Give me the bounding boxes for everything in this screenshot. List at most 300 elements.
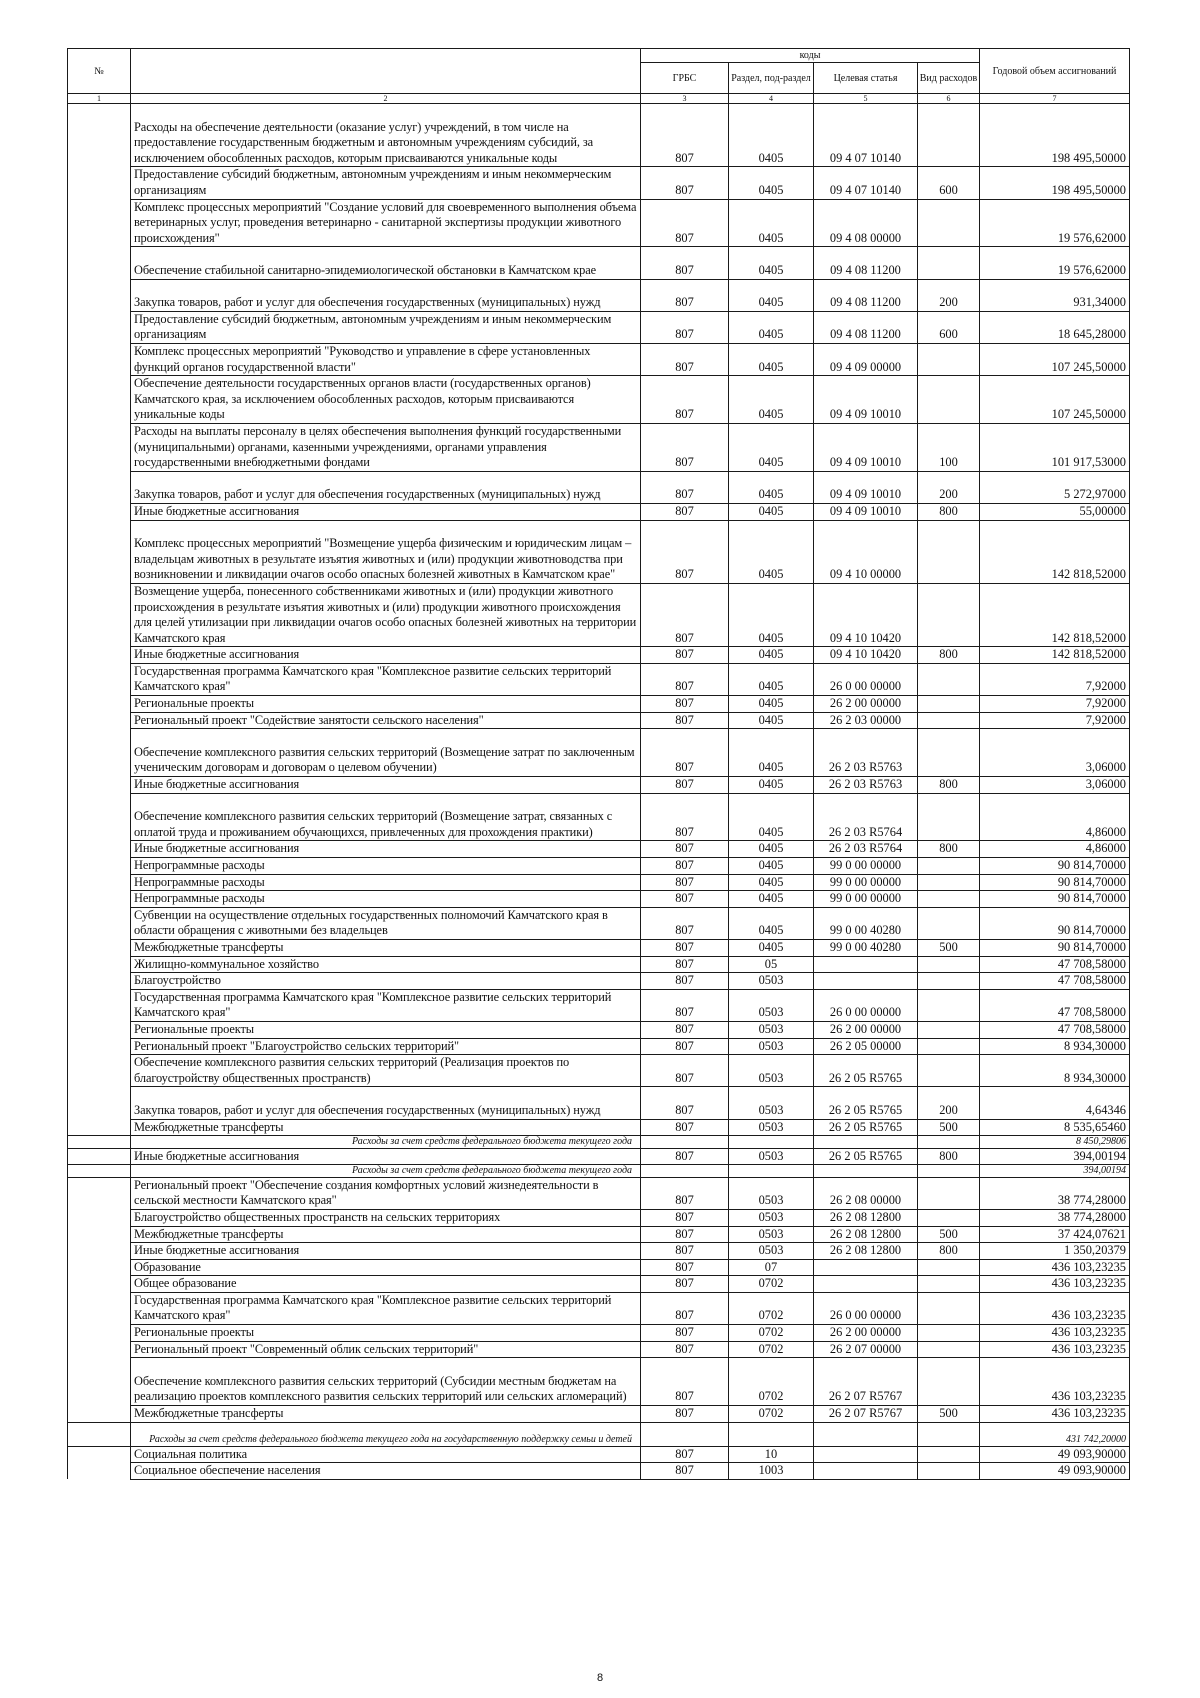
row-target <box>814 973 918 990</box>
row-name: Общее образование <box>131 1276 641 1293</box>
row-vid <box>918 1358 980 1406</box>
row-number-cell <box>68 973 131 990</box>
row-razdel: 0405 <box>729 663 814 695</box>
row-grbs: 807 <box>641 973 729 990</box>
row-razdel: 0503 <box>729 1148 814 1165</box>
row-razdel: 1003 <box>729 1463 814 1480</box>
row-grbs: 807 <box>641 1243 729 1260</box>
row-vid <box>918 663 980 695</box>
table-row <box>68 940 1130 957</box>
row-grbs: 807 <box>641 1119 729 1136</box>
row-sum: 142 818,52000 <box>980 647 1130 664</box>
row-number-cell <box>68 663 131 695</box>
row-name: Региональный проект "Современный облик сельских территорий" <box>131 1341 641 1358</box>
row-vid: 800 <box>918 503 980 520</box>
row-razdel: 0405 <box>729 874 814 891</box>
row-target: 26 2 07 R5767 <box>814 1406 918 1423</box>
row-sum: 18 645,28000 <box>980 311 1130 343</box>
row-target: 26 2 03 R5764 <box>814 793 918 841</box>
table-row <box>68 956 1130 973</box>
row-razdel: 0702 <box>729 1341 814 1358</box>
note-row <box>68 1165 1130 1178</box>
row-name: Субвенции на осуществление отдельных государственных полномочий Камчатского края в области обращения с животными без владельцев <box>131 907 641 939</box>
row-razdel <box>729 1422 814 1446</box>
row-target: 09 4 08 11200 <box>814 247 918 279</box>
row-grbs: 807 <box>641 891 729 908</box>
row-note-name: Расходы за счет средств федерального бюджета текущего года <box>131 1136 641 1149</box>
row-vid: 600 <box>918 167 980 199</box>
row-grbs: 807 <box>641 423 729 471</box>
row-razdel: 0405 <box>729 471 814 503</box>
row-vid <box>918 1259 980 1276</box>
row-sum: 90 814,70000 <box>980 940 1130 957</box>
row-name: Непрограммные расходы <box>131 858 641 875</box>
row-grbs: 807 <box>641 1148 729 1165</box>
row-target <box>814 1165 918 1178</box>
row-name: Социальное обеспечение населения <box>131 1463 641 1480</box>
column-number: 2 <box>131 94 641 104</box>
row-razdel: 0405 <box>729 729 814 777</box>
table-row <box>68 1325 1130 1342</box>
table-row <box>68 1226 1130 1243</box>
column-numbers-row <box>68 94 1130 104</box>
row-grbs: 807 <box>641 777 729 794</box>
row-vid <box>918 520 980 583</box>
row-target: 26 2 05 R5765 <box>814 1087 918 1119</box>
row-number-cell <box>68 874 131 891</box>
row-number-cell <box>68 777 131 794</box>
row-razdel: 0702 <box>729 1325 814 1342</box>
row-sum: 107 245,50000 <box>980 343 1130 375</box>
row-note-sum: 431 742,20000 <box>980 1422 1130 1446</box>
row-number-cell <box>68 1136 131 1149</box>
row-razdel: 0503 <box>729 1177 814 1209</box>
row-grbs: 807 <box>641 104 729 167</box>
header-num: № <box>68 49 131 94</box>
row-name: Расходы на обеспечение деятельности (оказание услуг) учреждений, в том числе на предоставление государственным бюджетным и автономным учреждениям субсидий, за исключением обособленных расходов, которым присваиваются уникальные коды <box>131 104 641 167</box>
table-row <box>68 520 1130 583</box>
table-row <box>68 503 1130 520</box>
row-vid <box>918 956 980 973</box>
row-name: Закупка товаров, работ и услуг для обеспечения государственных (муниципальных) нужд <box>131 471 641 503</box>
row-sum: 101 917,53000 <box>980 423 1130 471</box>
row-name: Межбюджетные трансферты <box>131 1119 641 1136</box>
row-target: 09 4 07 10140 <box>814 104 918 167</box>
row-grbs: 807 <box>641 1463 729 1480</box>
table-row <box>68 1119 1130 1136</box>
table-row <box>68 1406 1130 1423</box>
row-number-cell <box>68 247 131 279</box>
row-razdel: 0702 <box>729 1406 814 1423</box>
row-sum: 49 093,90000 <box>980 1446 1130 1463</box>
row-target <box>814 1276 918 1293</box>
column-number: 6 <box>918 94 980 104</box>
row-number-cell <box>68 1055 131 1087</box>
row-grbs: 807 <box>641 503 729 520</box>
row-sum: 436 103,23235 <box>980 1325 1130 1342</box>
row-vid <box>918 729 980 777</box>
row-target: 09 4 10 10420 <box>814 583 918 646</box>
row-name: Комплекс процессных мероприятий "Руководство и управление в сфере установленных функций органов государственной власти" <box>131 343 641 375</box>
row-name: Межбюджетные трансферты <box>131 1406 641 1423</box>
row-razdel: 0405 <box>729 940 814 957</box>
row-grbs: 807 <box>641 1292 729 1324</box>
table-row <box>68 663 1130 695</box>
row-name: Обеспечение комплексного развития сельских территорий (Возмещение затрат, связанных с оплатой труда и проживанием обучающихся, привлеченных для прохождения практики) <box>131 793 641 841</box>
row-razdel: 0405 <box>729 583 814 646</box>
table-row <box>68 471 1130 503</box>
row-target: 26 2 07 00000 <box>814 1341 918 1358</box>
row-name: Образование <box>131 1259 641 1276</box>
row-grbs: 807 <box>641 907 729 939</box>
row-grbs: 807 <box>641 520 729 583</box>
row-target: 09 4 08 00000 <box>814 199 918 247</box>
row-vid: 500 <box>918 1226 980 1243</box>
row-name: Возмещение ущерба, понесенного собственниками животных и (или) продукции животного происхождения в результате изъятия животных и (или) продукции животного происхождения для целей утилизации при ликвидации очагов особо опасных болезней животных на территории Камчатского края <box>131 583 641 646</box>
row-grbs: 807 <box>641 1325 729 1342</box>
row-sum: 47 708,58000 <box>980 956 1130 973</box>
table-row <box>68 874 1130 891</box>
row-grbs: 807 <box>641 1021 729 1038</box>
table-row <box>68 583 1130 646</box>
row-sum: 19 576,62000 <box>980 199 1130 247</box>
row-razdel: 0702 <box>729 1276 814 1293</box>
row-razdel: 0503 <box>729 989 814 1021</box>
table-row <box>68 1446 1130 1463</box>
row-target: 99 0 00 40280 <box>814 940 918 957</box>
row-vid <box>918 1165 980 1178</box>
row-vid <box>918 696 980 713</box>
row-grbs: 807 <box>641 712 729 729</box>
row-number-cell <box>68 647 131 664</box>
header-grbs: ГРБС <box>641 63 729 94</box>
row-grbs: 807 <box>641 1087 729 1119</box>
table-row <box>68 1463 1130 1480</box>
row-target <box>814 1463 918 1480</box>
row-sum: 107 245,50000 <box>980 376 1130 424</box>
table-row <box>68 376 1130 424</box>
row-number-cell <box>68 1463 131 1480</box>
row-vid: 100 <box>918 423 980 471</box>
row-target: 99 0 00 00000 <box>814 891 918 908</box>
header-codes: коды <box>641 49 980 63</box>
row-sum: 19 576,62000 <box>980 247 1130 279</box>
row-sum: 436 103,23235 <box>980 1358 1130 1406</box>
column-number: 5 <box>814 94 918 104</box>
row-sum: 47 708,58000 <box>980 1021 1130 1038</box>
row-name: Региональные проекты <box>131 1021 641 1038</box>
row-grbs: 807 <box>641 1446 729 1463</box>
row-name: Обеспечение стабильной санитарно-эпидемиологической обстановки в Камчатском крае <box>131 247 641 279</box>
table-row <box>68 279 1130 311</box>
row-grbs: 807 <box>641 471 729 503</box>
row-razdel: 0503 <box>729 1055 814 1087</box>
row-vid <box>918 712 980 729</box>
row-note-sum: 394,00194 <box>980 1165 1130 1178</box>
table-row <box>68 777 1130 794</box>
table-row <box>68 423 1130 471</box>
note-row <box>68 1422 1130 1446</box>
row-number-cell <box>68 1276 131 1293</box>
row-grbs <box>641 1422 729 1446</box>
row-razdel: 0405 <box>729 199 814 247</box>
row-sum: 37 424,07621 <box>980 1226 1130 1243</box>
row-target: 09 4 10 00000 <box>814 520 918 583</box>
table-row <box>68 1021 1130 1038</box>
row-name: Предоставление субсидий бюджетным, автономным учреждениям и иным некоммерческим организациям <box>131 311 641 343</box>
row-name: Благоустройство <box>131 973 641 990</box>
table-row <box>68 1055 1130 1087</box>
row-razdel: 0405 <box>729 343 814 375</box>
row-target: 09 4 09 10010 <box>814 376 918 424</box>
row-razdel: 0405 <box>729 503 814 520</box>
row-target: 26 2 07 R5767 <box>814 1358 918 1406</box>
header-sum: Годовой объем ассигнований <box>980 49 1130 94</box>
row-grbs: 807 <box>641 1259 729 1276</box>
row-razdel: 0503 <box>729 1209 814 1226</box>
row-number-cell <box>68 583 131 646</box>
row-grbs <box>641 1165 729 1178</box>
row-number-cell <box>68 956 131 973</box>
row-name: Обеспечение деятельности государственных органов власти (государственных органов) Камчатского края, за исключением обособленных расходов, которым присваиваются уникальные коды <box>131 376 641 424</box>
row-target: 26 2 03 00000 <box>814 712 918 729</box>
row-name: Закупка товаров, работ и услуг для обеспечения государственных (муниципальных) нужд <box>131 1087 641 1119</box>
row-grbs: 807 <box>641 1209 729 1226</box>
row-name: Государственная программа Камчатского края "Комплексное развитие сельских территорий Камчатского края" <box>131 663 641 695</box>
row-razdel: 0503 <box>729 1226 814 1243</box>
row-grbs: 807 <box>641 583 729 646</box>
row-razdel: 0405 <box>729 907 814 939</box>
table-row <box>68 104 1130 167</box>
row-note-name: Расходы за счет средств федерального бюджета текущего года на государственную поддержку семьи и детей <box>131 1422 641 1446</box>
row-target: 99 0 00 00000 <box>814 874 918 891</box>
row-number-cell <box>68 793 131 841</box>
row-name: Социальная политика <box>131 1446 641 1463</box>
row-razdel: 0405 <box>729 247 814 279</box>
row-razdel <box>729 1165 814 1178</box>
row-razdel: 0503 <box>729 1243 814 1260</box>
row-number-cell <box>68 907 131 939</box>
row-razdel: 0503 <box>729 1119 814 1136</box>
row-target: 26 2 03 R5763 <box>814 729 918 777</box>
row-grbs: 807 <box>641 989 729 1021</box>
row-number-cell <box>68 1087 131 1119</box>
header-vid: Вид расходов <box>918 63 980 94</box>
row-vid <box>918 907 980 939</box>
row-sum: 47 708,58000 <box>980 973 1130 990</box>
row-vid <box>918 343 980 375</box>
row-number-cell <box>68 1422 131 1446</box>
row-razdel: 0405 <box>729 777 814 794</box>
column-number: 4 <box>729 94 814 104</box>
table-row <box>68 311 1130 343</box>
table-row <box>68 1209 1130 1226</box>
row-target: 99 0 00 00000 <box>814 858 918 875</box>
row-razdel: 07 <box>729 1259 814 1276</box>
row-grbs: 807 <box>641 1055 729 1087</box>
row-target: 26 0 00 00000 <box>814 663 918 695</box>
row-name: Расходы на выплаты персоналу в целях обеспечения выполнения функций государственными (муниципальными) органами, казенными учреждениями, органами управления государственными внебюджетными фондами <box>131 423 641 471</box>
row-sum: 90 814,70000 <box>980 907 1130 939</box>
row-target: 26 2 05 R5765 <box>814 1119 918 1136</box>
row-name: Иные бюджетные ассигнования <box>131 841 641 858</box>
row-grbs: 807 <box>641 696 729 713</box>
table-row <box>68 891 1130 908</box>
row-target: 09 4 07 10140 <box>814 167 918 199</box>
row-razdel: 0405 <box>729 279 814 311</box>
row-razdel: 10 <box>729 1446 814 1463</box>
table-row <box>68 1087 1130 1119</box>
header-razdel: Раздел, под-раздел <box>729 63 814 94</box>
row-number-cell <box>68 167 131 199</box>
row-sum: 4,86000 <box>980 841 1130 858</box>
row-number-cell <box>68 1446 131 1463</box>
table-row <box>68 793 1130 841</box>
row-target <box>814 1446 918 1463</box>
column-number: 1 <box>68 94 131 104</box>
row-vid: 200 <box>918 279 980 311</box>
row-vid <box>918 1446 980 1463</box>
row-razdel: 0405 <box>729 647 814 664</box>
header-target: Целевая статья <box>814 63 918 94</box>
row-target <box>814 1136 918 1149</box>
row-grbs: 807 <box>641 729 729 777</box>
row-grbs: 807 <box>641 1358 729 1406</box>
note-row <box>68 1136 1130 1149</box>
row-number-cell <box>68 1038 131 1055</box>
row-number-cell <box>68 104 131 167</box>
table-body <box>68 104 1130 1480</box>
row-name: Закупка товаров, работ и услуг для обеспечения государственных (муниципальных) нужд <box>131 279 641 311</box>
table-row <box>68 1243 1130 1260</box>
row-target: 26 2 08 12800 <box>814 1243 918 1260</box>
row-grbs: 807 <box>641 1276 729 1293</box>
row-vid <box>918 104 980 167</box>
row-sum: 8 535,65460 <box>980 1119 1130 1136</box>
row-name: Обеспечение комплексного развития сельских территорий (Субсидии местным бюджетам на реализацию проектов комплексного развития сельских территорий или сельских агломераций) <box>131 1358 641 1406</box>
row-target: 09 4 09 10010 <box>814 503 918 520</box>
row-vid <box>918 1055 980 1087</box>
table-row <box>68 989 1130 1021</box>
row-number-cell <box>68 712 131 729</box>
row-razdel: 0702 <box>729 1292 814 1324</box>
row-name: Предоставление субсидий бюджетным, автономным учреждениям и иным некоммерческим организациям <box>131 167 641 199</box>
row-sum: 38 774,28000 <box>980 1209 1130 1226</box>
row-vid <box>918 1021 980 1038</box>
table-row <box>68 1259 1130 1276</box>
row-vid <box>918 1276 980 1293</box>
row-vid <box>918 199 980 247</box>
row-number-cell <box>68 503 131 520</box>
row-name: Комплекс процессных мероприятий "Создание условий для своевременного выполнения объема ветеринарных услуг, проведения ветеринарно - санитарной экспертизы продукции животного происхождения" <box>131 199 641 247</box>
table-row <box>68 1038 1130 1055</box>
row-number-cell <box>68 1358 131 1406</box>
row-name: Комплекс процессных мероприятий "Возмещение ущерба физическим и юридическим лицам – владельцам животных в результате изъятия животных и (или) продукции животноводства при возникновении и ликвидации очагов особо опасных болезней животных в Камчатском крае" <box>131 520 641 583</box>
row-target: 09 4 10 10420 <box>814 647 918 664</box>
row-grbs: 807 <box>641 247 729 279</box>
row-name: Иные бюджетные ассигнования <box>131 1148 641 1165</box>
row-number-cell <box>68 1165 131 1178</box>
row-name: Иные бюджетные ассигнования <box>131 647 641 664</box>
row-sum: 394,00194 <box>980 1148 1130 1165</box>
row-target: 26 2 08 12800 <box>814 1209 918 1226</box>
row-sum: 55,00000 <box>980 503 1130 520</box>
row-grbs: 807 <box>641 858 729 875</box>
table-row <box>68 1148 1130 1165</box>
row-grbs: 807 <box>641 1341 729 1358</box>
row-razdel: 0405 <box>729 696 814 713</box>
row-sum: 90 814,70000 <box>980 891 1130 908</box>
row-sum: 436 103,23235 <box>980 1292 1130 1324</box>
row-name: Государственная программа Камчатского края "Комплексное развитие сельских территорий Камчатского края" <box>131 1292 641 1324</box>
row-vid <box>918 973 980 990</box>
row-target: 09 4 09 00000 <box>814 343 918 375</box>
row-vid: 500 <box>918 1119 980 1136</box>
row-sum: 90 814,70000 <box>980 858 1130 875</box>
row-target: 26 2 05 00000 <box>814 1038 918 1055</box>
row-razdel: 0405 <box>729 841 814 858</box>
row-grbs: 807 <box>641 793 729 841</box>
row-vid <box>918 858 980 875</box>
row-target: 09 4 08 11200 <box>814 311 918 343</box>
row-vid <box>918 1292 980 1324</box>
table-row <box>68 343 1130 375</box>
row-sum: 198 495,50000 <box>980 167 1130 199</box>
row-sum: 8 934,30000 <box>980 1038 1130 1055</box>
row-razdel: 0405 <box>729 423 814 471</box>
row-number-cell <box>68 1292 131 1324</box>
row-grbs: 807 <box>641 311 729 343</box>
row-number-cell <box>68 1119 131 1136</box>
row-grbs: 807 <box>641 956 729 973</box>
row-sum: 90 814,70000 <box>980 874 1130 891</box>
row-target: 09 4 08 11200 <box>814 279 918 311</box>
row-vid: 800 <box>918 1243 980 1260</box>
row-vid: 500 <box>918 1406 980 1423</box>
row-name: Обеспечение комплексного развития сельских территорий (Возмещение затрат по заключенным ученическим договорам и договорам о целевом обучении) <box>131 729 641 777</box>
row-sum: 7,92000 <box>980 696 1130 713</box>
row-name: Иные бюджетные ассигнования <box>131 1243 641 1260</box>
row-number-cell <box>68 423 131 471</box>
row-target: 99 0 00 40280 <box>814 907 918 939</box>
row-grbs: 807 <box>641 167 729 199</box>
row-vid: 200 <box>918 471 980 503</box>
page-number: 8 <box>596 1672 604 1684</box>
column-number: 3 <box>641 94 729 104</box>
row-number-cell <box>68 311 131 343</box>
row-name: Региональный проект "Содействие занятости сельского населения" <box>131 712 641 729</box>
row-razdel <box>729 1136 814 1149</box>
row-sum: 436 103,23235 <box>980 1341 1130 1358</box>
row-target: 26 0 00 00000 <box>814 1292 918 1324</box>
row-grbs: 807 <box>641 1406 729 1423</box>
row-grbs: 807 <box>641 647 729 664</box>
row-grbs: 807 <box>641 1226 729 1243</box>
row-sum: 47 708,58000 <box>980 989 1130 1021</box>
row-razdel: 0405 <box>729 891 814 908</box>
row-number-cell <box>68 989 131 1021</box>
row-razdel: 0503 <box>729 973 814 990</box>
row-vid <box>918 1038 980 1055</box>
row-vid: 800 <box>918 647 980 664</box>
row-number-cell <box>68 940 131 957</box>
table-row <box>68 1177 1130 1209</box>
row-vid <box>918 247 980 279</box>
row-sum: 4,86000 <box>980 793 1130 841</box>
row-grbs <box>641 1136 729 1149</box>
row-sum: 4,64346 <box>980 1087 1130 1119</box>
row-razdel: 0405 <box>729 311 814 343</box>
